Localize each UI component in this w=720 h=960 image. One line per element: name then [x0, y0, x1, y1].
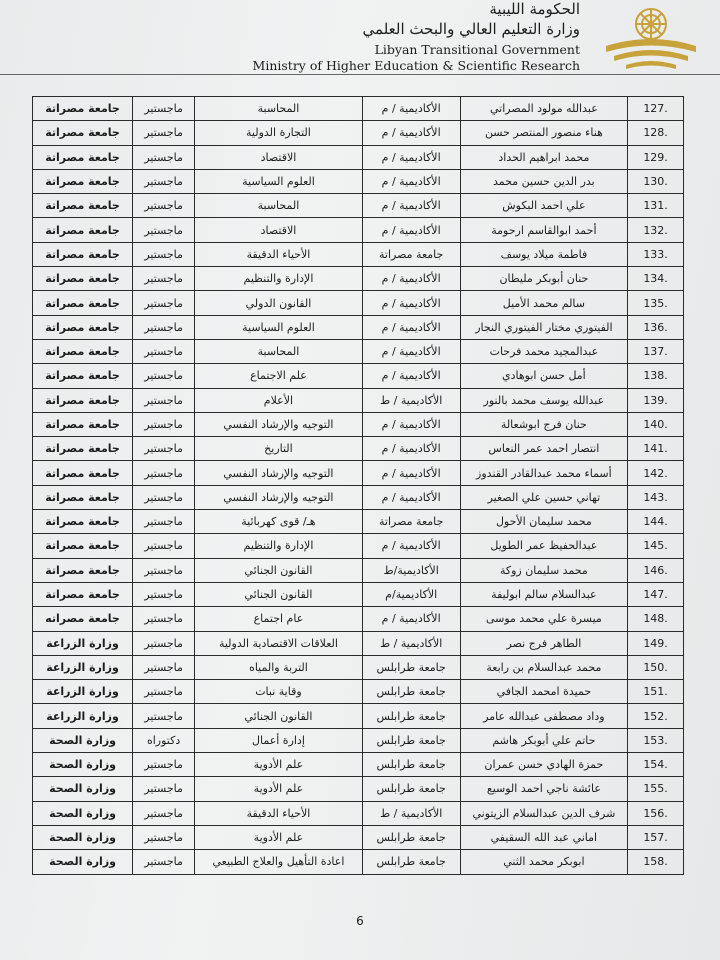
specialization-cell: الإدارة والتنظيم	[195, 267, 362, 291]
name-cell: محمد ابراهيم الحداد	[460, 145, 627, 169]
specialization-cell: الأحياء الدقيقة	[195, 801, 362, 825]
degree-cell: ماجستير	[133, 364, 195, 388]
specialization-cell: التوجيه والإرشاد النفسي	[195, 461, 362, 485]
degree-cell: ماجستير	[133, 825, 195, 849]
table-row	[33, 315, 684, 339]
specialization-cell: علم الأدوية	[195, 825, 362, 849]
institution-cell: الأكاديمية / م	[362, 485, 460, 509]
employer-cell: وزارة الزراعة	[33, 680, 133, 704]
table-row	[33, 97, 684, 121]
table-row	[33, 339, 684, 363]
row-number-cell: 145.	[628, 534, 684, 558]
row-number-cell: 151.	[628, 680, 684, 704]
row-number-cell: 157.	[628, 825, 684, 849]
employer-cell: وزارة الزراعة	[33, 704, 133, 728]
name-cell: الطاهر فرج نصر	[460, 631, 627, 655]
row-number-cell: 147.	[628, 582, 684, 606]
row-number-cell: 139.	[628, 388, 684, 412]
specialization-cell: العلاقات الاقتصادية الدولية	[195, 631, 362, 655]
table-row	[33, 655, 684, 679]
employer-cell: جامعة مصراتة	[33, 291, 133, 315]
institution-cell: جامعة طرابلس	[362, 655, 460, 679]
table-row	[33, 121, 684, 145]
employer-cell: جامعة مصراتة	[33, 437, 133, 461]
table-row	[33, 777, 684, 801]
specialization-cell: عام اجتماع	[195, 607, 362, 631]
employer-cell: جامعة مصراتة	[33, 315, 133, 339]
table-row	[33, 485, 684, 509]
table-row	[33, 753, 684, 777]
table-row	[33, 267, 684, 291]
institution-cell: جامعة طرابلس	[362, 704, 460, 728]
name-cell: عائشة ناجي احمد الوسيع	[460, 777, 627, 801]
degree-cell: ماجستير	[133, 97, 195, 121]
employer-cell: جامعة مصراتة	[33, 582, 133, 606]
institution-cell: الأكاديمية / ط	[362, 631, 460, 655]
institution-cell: جامعة طرابلس	[362, 680, 460, 704]
name-cell: بدر الدين حسين محمد	[460, 169, 627, 193]
institution-cell: الأكاديمية / م	[362, 364, 460, 388]
employer-cell: وزارة الصحة	[33, 850, 133, 874]
degree-cell: ماجستير	[133, 315, 195, 339]
employer-cell: وزارة الزراعة	[33, 655, 133, 679]
institution-cell: الأكاديمية / م	[362, 97, 460, 121]
table-row	[33, 510, 684, 534]
name-cell: حنان أبوبكر مليطان	[460, 267, 627, 291]
row-number-cell: 144.	[628, 510, 684, 534]
table-row	[33, 631, 684, 655]
institution-cell: جامعة طرابلس	[362, 728, 460, 752]
row-number-cell: 155.	[628, 777, 684, 801]
specialization-cell: إدارة أعمال	[195, 728, 362, 752]
name-cell: فاطمة ميلاد يوسف	[460, 242, 627, 266]
name-cell: ميسرة علي محمد موسى	[460, 607, 627, 631]
degree-cell: ماجستير	[133, 777, 195, 801]
name-cell: عبدالحفيظ عمر الطويل	[460, 534, 627, 558]
name-cell: اماني عبد الله السقيفي	[460, 825, 627, 849]
row-number-cell: 153.	[628, 728, 684, 752]
specialization-cell: وقاية نبات	[195, 680, 362, 704]
degree-cell: ماجستير	[133, 534, 195, 558]
specialization-cell: الإدارة والتنظيم	[195, 534, 362, 558]
institution-cell: الأكاديمية/م	[362, 582, 460, 606]
specialization-cell: القانون الجنائي	[195, 558, 362, 582]
table-row	[33, 194, 684, 218]
institution-cell: الأكاديمية / م	[362, 121, 460, 145]
employer-cell: جامعة مصراتة	[33, 485, 133, 509]
row-number-cell: 127.	[628, 97, 684, 121]
institution-cell: الأكاديمية / م	[362, 607, 460, 631]
degree-cell: ماجستير	[133, 680, 195, 704]
name-cell: سالم محمد الأميل	[460, 291, 627, 315]
name-cell: الفيتوري مختار الفيتوري النجار	[460, 315, 627, 339]
institution-cell: الأكاديمية / م	[362, 315, 460, 339]
table-row	[33, 850, 684, 874]
name-cell: محمد سليمان زوكة	[460, 558, 627, 582]
employer-cell: جامعة مصراتة	[33, 534, 133, 558]
table-row	[33, 825, 684, 849]
specialization-cell: علم الأدوية	[195, 777, 362, 801]
institution-cell: الأكاديمية / ط	[362, 801, 460, 825]
institution-cell: جامعة مصراتة	[362, 510, 460, 534]
row-number-cell: 146.	[628, 558, 684, 582]
specialization-cell: التوجيه والإرشاد النفسي	[195, 485, 362, 509]
degree-cell: ماجستير	[133, 485, 195, 509]
degree-cell: ماجستير	[133, 169, 195, 193]
employer-cell: جامعة مصراتة	[33, 412, 133, 436]
table-row	[33, 801, 684, 825]
specialization-cell: العلوم السياسية	[195, 315, 362, 339]
row-number-cell: 140.	[628, 412, 684, 436]
name-cell: ابوبكر محمد الثني	[460, 850, 627, 874]
row-number-cell: 135.	[628, 291, 684, 315]
institution-cell: الأكاديمية/ط	[362, 558, 460, 582]
row-number-cell: 131.	[628, 194, 684, 218]
institution-cell: الأكاديمية / م	[362, 339, 460, 363]
name-cell: انتصار احمد عمر النعاس	[460, 437, 627, 461]
row-number-cell: 143.	[628, 485, 684, 509]
degree-cell: ماجستير	[133, 291, 195, 315]
candidates-table	[32, 96, 684, 875]
employer-cell: جامعة مصراتة	[33, 169, 133, 193]
name-cell: وداد مصطفى عبدالله عامر	[460, 704, 627, 728]
table-row	[33, 242, 684, 266]
name-cell: عبدالله مولود المصراتي	[460, 97, 627, 121]
row-number-cell: 133.	[628, 242, 684, 266]
row-number-cell: 134.	[628, 267, 684, 291]
institution-cell: جامعة مصراتة	[362, 242, 460, 266]
degree-cell: ماجستير	[133, 339, 195, 363]
specialization-cell: التوجيه والإرشاد النفسي	[195, 412, 362, 436]
specialization-cell: الأعلام	[195, 388, 362, 412]
employer-cell: جامعة مصراتة	[33, 339, 133, 363]
row-number-cell: 156.	[628, 801, 684, 825]
table-row	[33, 558, 684, 582]
specialization-cell: علم الاجتماع	[195, 364, 362, 388]
specialization-cell: القانون الجنائي	[195, 704, 362, 728]
ministry-name-english: Ministry of Higher Education & Scientific Research	[252, 58, 580, 73]
ministry-emblem-icon	[602, 2, 700, 72]
institution-cell: الأكاديمية / م	[362, 267, 460, 291]
institution-cell: الأكاديمية / م	[362, 169, 460, 193]
degree-cell: ماجستير	[133, 267, 195, 291]
degree-cell: ماجستير	[133, 582, 195, 606]
employer-cell: جامعة مصراتة	[33, 218, 133, 242]
row-number-cell: 128.	[628, 121, 684, 145]
degree-cell: ماجستير	[133, 437, 195, 461]
institution-cell: الأكاديمية / م	[362, 218, 460, 242]
page-number: 6	[356, 914, 364, 928]
specialization-cell: التاريخ	[195, 437, 362, 461]
row-number-cell: 150.	[628, 655, 684, 679]
row-number-cell: 129.	[628, 145, 684, 169]
government-name-english: Libyan Transitional Government	[374, 42, 580, 57]
row-number-cell: 142.	[628, 461, 684, 485]
institution-cell: الأكاديمية / م	[362, 194, 460, 218]
row-number-cell: 152.	[628, 704, 684, 728]
employer-cell: جامعة مصراتة	[33, 558, 133, 582]
row-number-cell: 138.	[628, 364, 684, 388]
employer-cell: وزارة الزراعة	[33, 631, 133, 655]
table-row	[33, 218, 684, 242]
institution-cell: الأكاديمية / م	[362, 412, 460, 436]
name-cell: شرف الدين عبدالسلام الزيتوني	[460, 801, 627, 825]
institution-cell: جامعة طرابلس	[362, 753, 460, 777]
degree-cell: ماجستير	[133, 607, 195, 631]
employer-cell: وزارة الصحة	[33, 801, 133, 825]
row-number-cell: 158.	[628, 850, 684, 874]
letterhead	[0, 0, 720, 80]
institution-cell: جامعة طرابلس	[362, 850, 460, 874]
government-name-arabic: الحكومة الليبية	[489, 0, 580, 18]
name-cell: أمل حسن ابوهادي	[460, 364, 627, 388]
table-row	[33, 728, 684, 752]
degree-cell: ماجستير	[133, 631, 195, 655]
name-cell: تهاني حسين علي الصغير	[460, 485, 627, 509]
name-cell: محمد سليمان الأحول	[460, 510, 627, 534]
specialization-cell: المحاسبة	[195, 339, 362, 363]
employer-cell: جامعة مصراتة	[33, 121, 133, 145]
table-row	[33, 704, 684, 728]
specialization-cell: العلوم السياسية	[195, 169, 362, 193]
degree-cell: ماجستير	[133, 242, 195, 266]
name-cell: حميدة امحمد الجافي	[460, 680, 627, 704]
employer-cell: جامعة مصراتة	[33, 388, 133, 412]
degree-cell: ماجستير	[133, 145, 195, 169]
specialization-cell: التربة والمياه	[195, 655, 362, 679]
name-cell: محمد عبدالسلام بن رابعة	[460, 655, 627, 679]
table-row	[33, 437, 684, 461]
degree-cell: ماجستير	[133, 194, 195, 218]
name-cell: عبدالمجيد محمد فرحات	[460, 339, 627, 363]
specialization-cell: هـ/ قوى كهربائية	[195, 510, 362, 534]
specialization-cell: القانون الجنائي	[195, 582, 362, 606]
employer-cell: جامعة مصراتة	[33, 194, 133, 218]
table-row	[33, 680, 684, 704]
degree-cell: ماجستير	[133, 218, 195, 242]
table-row	[33, 412, 684, 436]
employer-cell: جامعة مصراته	[33, 607, 133, 631]
name-cell: هناء منصور المنتصر حسن	[460, 121, 627, 145]
row-number-cell: 149.	[628, 631, 684, 655]
table-row	[33, 291, 684, 315]
employer-cell: وزارة الصحة	[33, 753, 133, 777]
employer-cell: جامعة مصراتة	[33, 145, 133, 169]
employer-cell: جامعة مصراتة	[33, 97, 133, 121]
name-cell: أسماء محمد عبدالقادر القندوز	[460, 461, 627, 485]
name-cell: عبدالسلام سالم ابوليفة	[460, 582, 627, 606]
specialization-cell: علم الأدوية	[195, 753, 362, 777]
specialization-cell: اعادة التأهيل والعلاج الطبيعي	[195, 850, 362, 874]
degree-cell: دكتوراه	[133, 728, 195, 752]
institution-cell: الأكاديمية / م	[362, 534, 460, 558]
institution-cell: جامعة طرابلس	[362, 825, 460, 849]
degree-cell: ماجستير	[133, 753, 195, 777]
specialization-cell: الاقتصاد	[195, 218, 362, 242]
specialization-cell: الاقتصاد	[195, 145, 362, 169]
name-cell: علي احمد البكوش	[460, 194, 627, 218]
degree-cell: ماجستير	[133, 461, 195, 485]
name-cell: عبدالله يوسف محمد بالنور	[460, 388, 627, 412]
table-row	[33, 461, 684, 485]
institution-cell: الأكاديمية / م	[362, 437, 460, 461]
name-cell: حمزة الهادي حسن عمران	[460, 753, 627, 777]
employer-cell: وزارة الصحة	[33, 825, 133, 849]
row-number-cell: 137.	[628, 339, 684, 363]
employer-cell: جامعة مصراتة	[33, 510, 133, 534]
table-row	[33, 388, 684, 412]
institution-cell: الأكاديمية / م	[362, 145, 460, 169]
institution-cell: الأكاديمية / م	[362, 461, 460, 485]
name-cell: أحمد ابوالقاسم ارحومة	[460, 218, 627, 242]
specialization-cell: المحاسبة	[195, 194, 362, 218]
employer-cell: جامعة مصراتة	[33, 267, 133, 291]
ministry-name-arabic: وزارة التعليم العالي والبحث العلمي	[362, 20, 580, 38]
degree-cell: ماجستير	[133, 510, 195, 534]
degree-cell: ماجستير	[133, 121, 195, 145]
employer-cell: جامعة مصراتة	[33, 364, 133, 388]
table-row	[33, 364, 684, 388]
employer-cell: وزارة الصحة	[33, 777, 133, 801]
table-row	[33, 582, 684, 606]
employer-cell: جامعة مصراتة	[33, 461, 133, 485]
institution-cell: الأكاديمية / م	[362, 291, 460, 315]
institution-cell: الأكاديمية / ط	[362, 388, 460, 412]
table-row	[33, 534, 684, 558]
row-number-cell: 136.	[628, 315, 684, 339]
specialization-cell: القانون الدولي	[195, 291, 362, 315]
degree-cell: ماجستير	[133, 558, 195, 582]
row-number-cell: 154.	[628, 753, 684, 777]
specialization-cell: المحاسبة	[195, 97, 362, 121]
name-cell: حنان فرج ابوشعالة	[460, 412, 627, 436]
table-row	[33, 607, 684, 631]
row-number-cell: 141.	[628, 437, 684, 461]
row-number-cell: 132.	[628, 218, 684, 242]
specialization-cell: التجارة الدولية	[195, 121, 362, 145]
table-row	[33, 145, 684, 169]
institution-cell: جامعة طرابلس	[362, 777, 460, 801]
row-number-cell: 130.	[628, 169, 684, 193]
degree-cell: ماجستير	[133, 704, 195, 728]
name-cell: حاتم علي أبوبكر هاشم	[460, 728, 627, 752]
degree-cell: ماجستير	[133, 850, 195, 874]
row-number-cell: 148.	[628, 607, 684, 631]
degree-cell: ماجستير	[133, 412, 195, 436]
degree-cell: ماجستير	[133, 655, 195, 679]
specialization-cell: الأحياء الدقيقة	[195, 242, 362, 266]
employer-cell: جامعة مصراتة	[33, 242, 133, 266]
header-divider	[0, 74, 720, 75]
degree-cell: ماجستير	[133, 801, 195, 825]
employer-cell: وزارة الصحة	[33, 728, 133, 752]
degree-cell: ماجستير	[133, 388, 195, 412]
table-row	[33, 169, 684, 193]
